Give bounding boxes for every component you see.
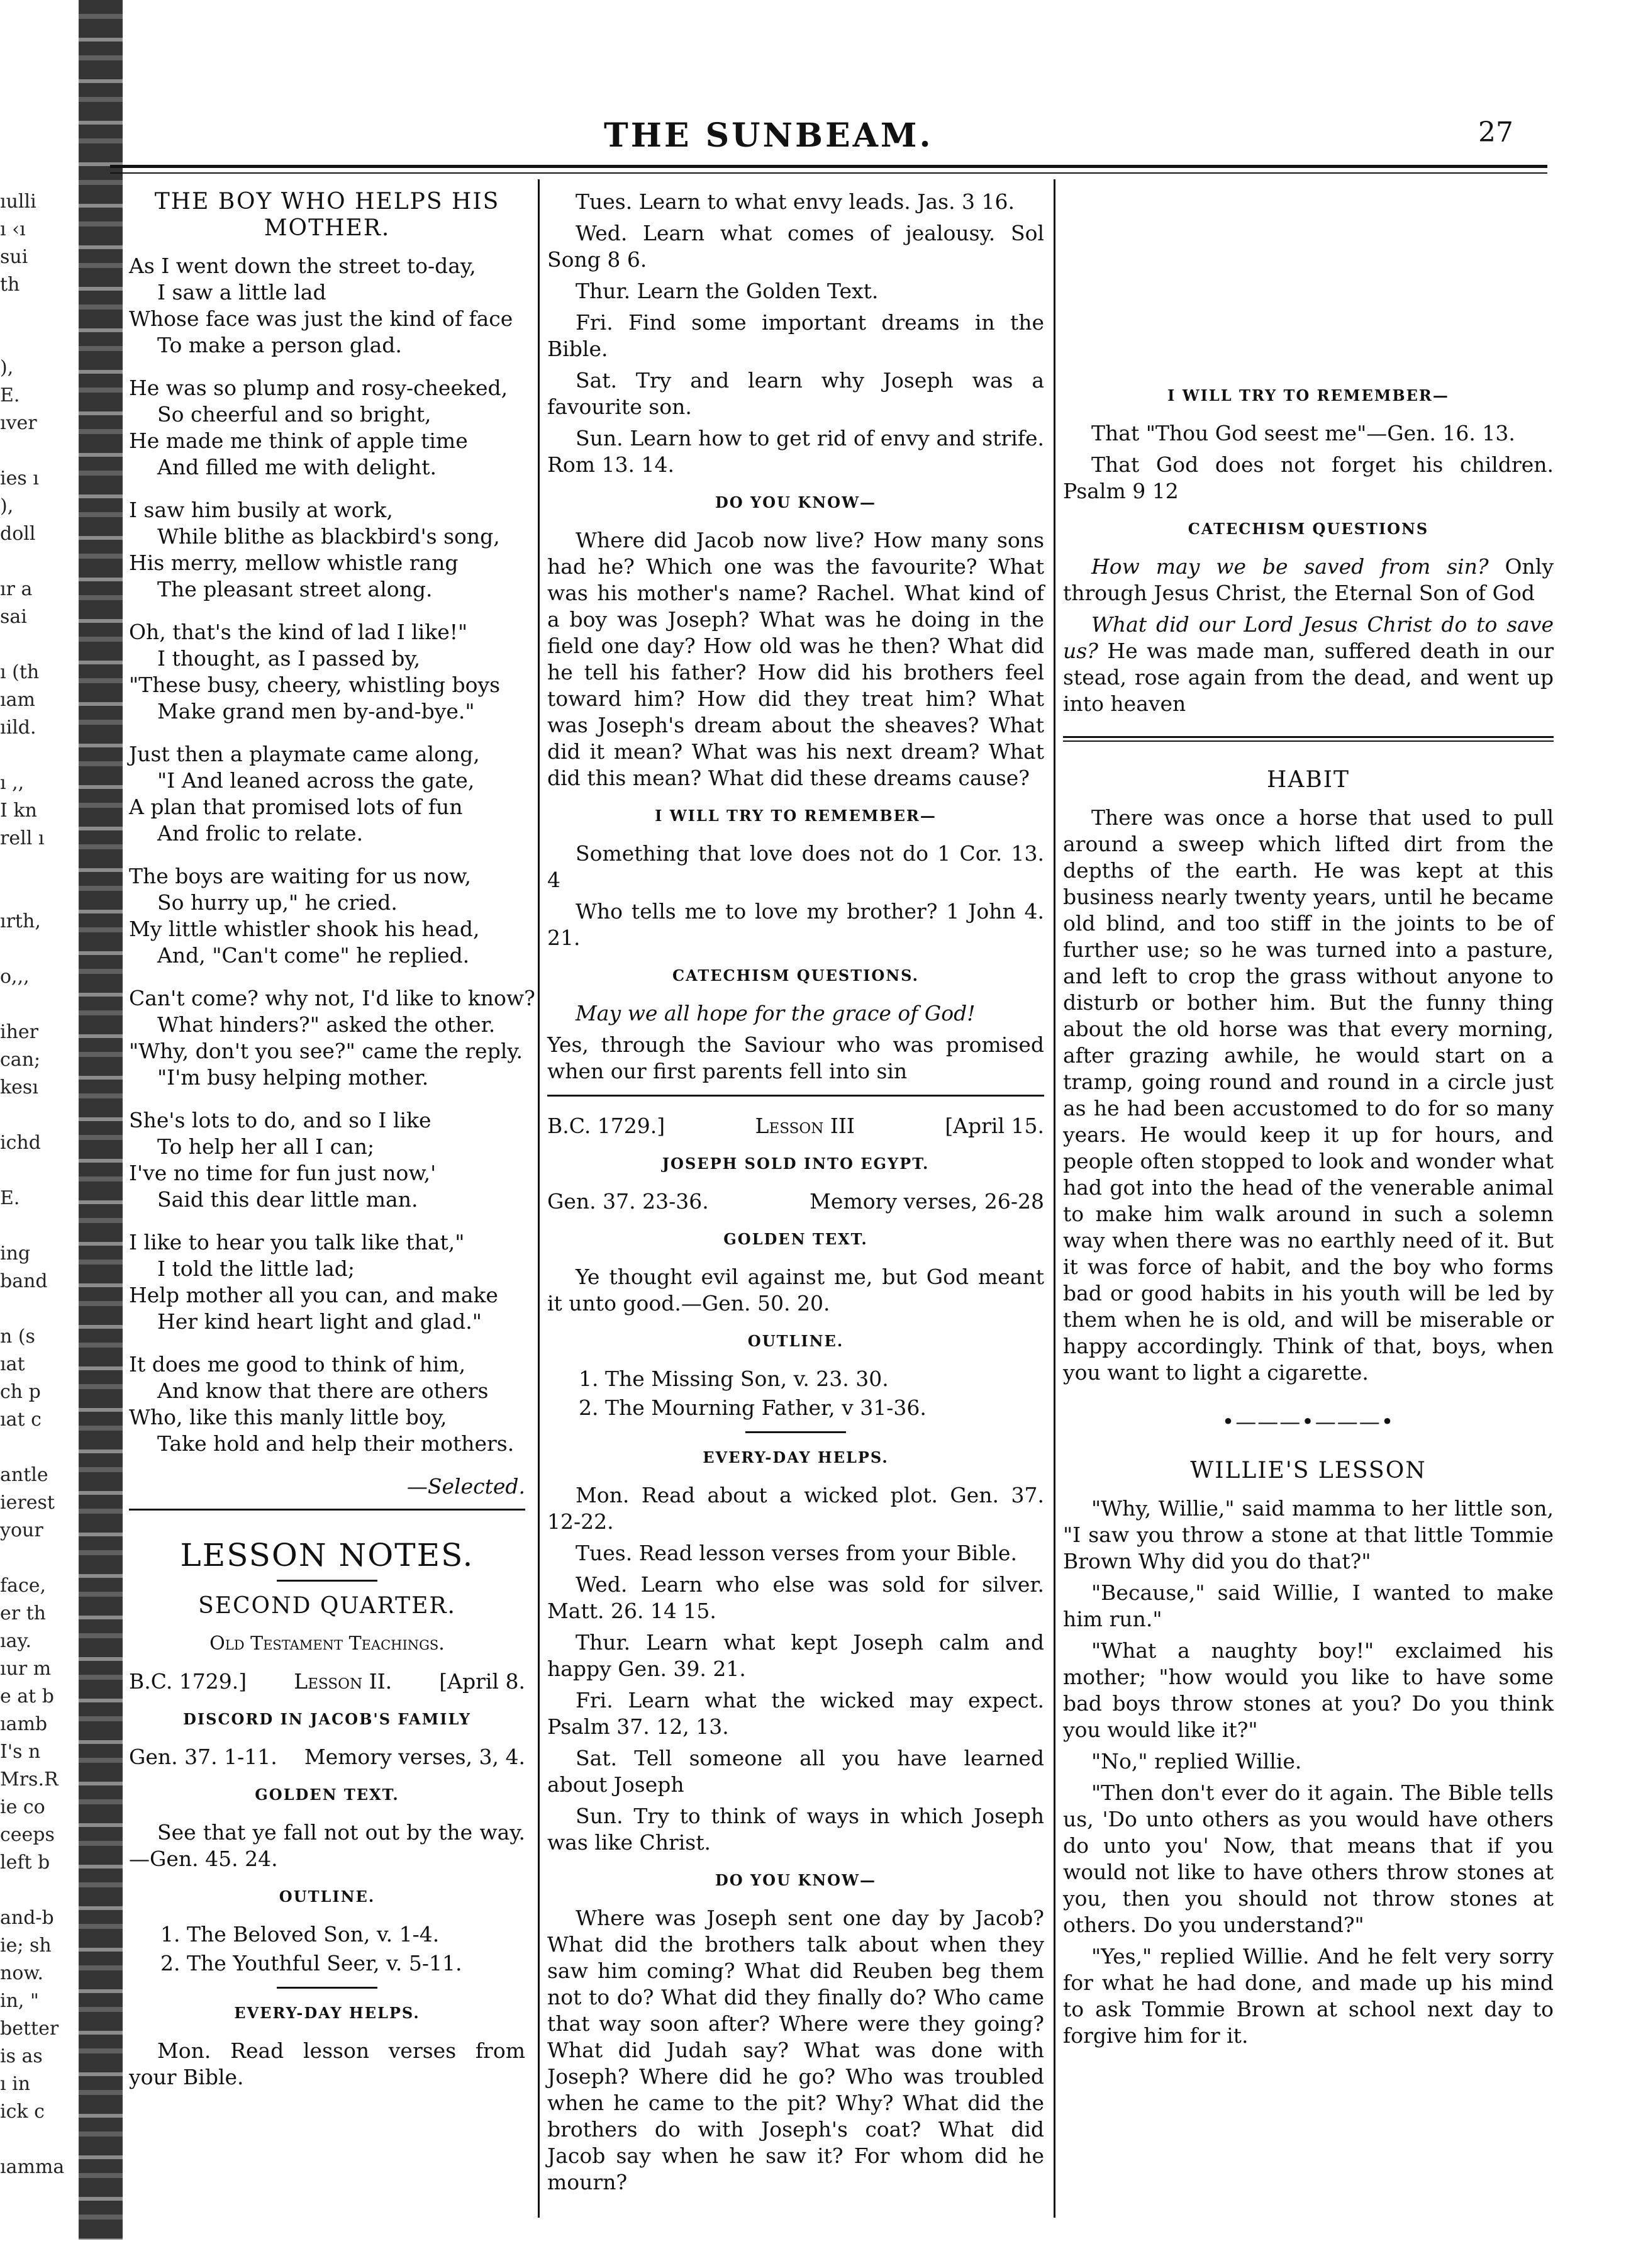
gutter-fragment: ie co [0, 1796, 45, 1818]
gutter-fragment: ceeps [0, 1824, 55, 1846]
poem-stanza [129, 375, 525, 481]
lesson2-outline-item: 1. The Beloved Son, v. 1-4. [160, 1922, 440, 1947]
binding-shadow [79, 0, 123, 2240]
lesson2-golden-text: See that ye fall not out by the way.—Gen. 45. 24. [129, 1820, 525, 1871]
lesson2-remember-label: I WILL TRY TO REMEMBER— [655, 807, 937, 825]
lesson2-know-text: Where did Jacob now live? How many sons had he? Which one was the favourite? What was his mother's name? Rachel. What kind of a boy was Joseph? What was he doing in the field one day? How old was he then? What did he tell his father? How did his brothers feel toward him? How did they treat him? What was Joseph's dream about the sheaves? What did it mean? What was his next dream? What did this mean? What did these dreams cause? [547, 528, 1044, 790]
lesson3-date-right: [April 15. [945, 1114, 1044, 1138]
lesson2-helps-item: Fri. Find some important dreams in the Bible. [547, 310, 1044, 361]
lesson3-helps-item: Tues. Read lesson verses from your Bible. [576, 1541, 1017, 1565]
gutter-fragment: E. [0, 1187, 20, 1209]
poem-line: To make a person glad. [157, 333, 402, 357]
lesson3-catechism-answer: He was made man, suffered death in our stead, rose again from the dead, and went up into heaven [1063, 639, 1554, 716]
gutter-fragment: ies ı [0, 467, 39, 489]
gutter-fragment: ıay. [0, 1630, 31, 1652]
lesson3-helps-label: EVERY-DAY HELPS. [703, 1448, 889, 1466]
gutter-fragment: n (s [0, 1326, 35, 1348]
lesson3-title: JOSEPH SOLD INTO EGYPT. [662, 1154, 930, 1173]
poem-stanza [129, 1107, 525, 1213]
gutter-fragment: ierest [0, 1492, 55, 1514]
lesson3-know-text: Where was Joseph sent one day by Jacob? What did the brothers talk about when they saw him coming? What did Reuben beg them not to do? What did they finally do? Who came that way soon after? Where were they going? What did Judah say? What was done with Joseph? Where did he go? Who was troubled when he came to the pit? Why? What did the brothers do with Joseph's coat? What did Jacob say when he saw it? For whom did he mourn? [547, 1906, 1044, 2194]
lesson3-header-row [547, 1113, 1044, 1139]
poem-line: Her kind heart light and glad." [157, 1309, 482, 1334]
lesson2-helps-continued [547, 189, 1044, 478]
section-rule-thin [1063, 740, 1554, 742]
poem-line: I saw him busily at work, [129, 498, 393, 522]
poem-line: Just then a playmate came along, [129, 742, 480, 766]
lesson2-ref-row [129, 1744, 525, 1770]
willie-paragraph: "Yes," replied Willie. And he felt very sorry for what he had done, and made up his mind to ask Tommie Brown at school next day to forgive him for it. [1063, 1944, 1554, 2048]
willie-paragraph: "Then don't ever do it again. The Bible tells us, 'Do unto others as you would have others do unto you' Now, that means that if you would not like to have others throw stones at you, then you should not throw stones at others. Do you understand?" [1063, 1780, 1554, 1937]
habit-text: There was once a horse that used to pull around a sweep which lifted dirt from the depths of the earth. He was kept at this business nearly twenty years, until he became old blind, and too stiff in the joints to be of further use; so he was turned into a pasture, and left to crop the grass without anyone to disturb or bother him. But the funny thing about the old horse was that every morning, after grazing awhile, he would start on a tramp, going round and round in a circle just as he had been accustomed to do for so many years. He would keep it up for hours, and people often stopped to look and wonder what had got into the head of the venerable animal to make him walk around in such a solemn way when there was no earthly need of it. But it was force of habit, and the boy who forms bad or good habits in his youth will be led by them when he is old, and will be miserable or happy accordingly. Think of that, boys, when you want to light a cigarette. [1063, 805, 1554, 1385]
lesson3-golden-text: Ye thought evil against me, but God meant it unto good.—Gen. 50. 20. [547, 1265, 1044, 1316]
poem-line: And, "Can't come" he replied. [157, 943, 470, 968]
lesson2-catechism-question: May we all hope for the grace of God! [576, 1001, 976, 1025]
short-rule [277, 1580, 377, 1582]
poem-title: THE BOY WHO HELPS HIS MOTHER. [154, 189, 500, 241]
lesson3-memory: Memory verses, 26-28 [810, 1189, 1044, 1214]
poem-line: As I went down the street to-day, [129, 254, 476, 278]
gutter-fragment: ıat [0, 1353, 25, 1375]
lesson2-helps-item: Tues. Learn to what envy leads. Jas. 3 16. [576, 189, 1015, 214]
column-divider-1 [538, 179, 540, 2218]
section-rule [1063, 736, 1554, 738]
short-rule [745, 1431, 846, 1433]
know-text-continuation-space [1063, 189, 1554, 371]
lesson3-catechism-item [1063, 554, 1554, 606]
lesson3-catechism-label: CATECHISM QUESTIONS [1188, 520, 1429, 538]
poem-stanza [129, 863, 525, 969]
poem-stanza [129, 1229, 525, 1335]
poem-line: Can't come? why not, I'd like to know? [129, 986, 535, 1010]
lesson2-memory: Memory verses, 3, 4. [304, 1745, 525, 1769]
gutter-fragment: ick c [0, 2101, 45, 2123]
poem-stanza [129, 985, 535, 1091]
gutter-fragment: ie; sh [0, 1935, 52, 1957]
gutter-fragment: ıur m [0, 1658, 52, 1680]
lesson3-helps-item: Wed. Learn who else was sold for silver. Matt. 26. 14 15. [547, 1572, 1044, 1623]
poem-line: I like to hear you talk like that," [129, 1230, 465, 1254]
gutter-fragment: ıam [0, 689, 35, 711]
lesson2-number: Lesson II. [294, 1669, 392, 1694]
lesson2-helps-first: Mon. Read lesson verses from your Bible. [129, 2038, 525, 2089]
lesson3-helps-item: Fri. Learn what the wicked may expect. Psalm 37. 12, 13. [547, 1688, 1044, 1739]
gutter-fragment: band [0, 1270, 48, 1292]
poem-line: I told the little lad; [157, 1256, 355, 1281]
gutter-fragment: ı ,, [0, 772, 25, 794]
willie-body [1063, 1495, 1554, 2049]
masthead-title: THE SUNBEAM. [604, 116, 933, 155]
gutter-fragment: ıulli [0, 191, 36, 213]
gutter-fragment: ı ‹ı [0, 218, 26, 240]
lesson3-catechism-answer: Only through Jesus Christ, the Eternal Son of God [1063, 554, 1554, 605]
gutter-fragment: ırth, [0, 910, 41, 932]
lesson3-outline-item: 2. The Mourning Father, v 31-36. [579, 1395, 927, 1420]
gutter-fragment: ), [0, 495, 14, 517]
gutter-fragment: sai [0, 606, 27, 628]
willie-title: WILLIE'S LESSON [1190, 1458, 1427, 1483]
gutter-fragment: I kn [0, 800, 37, 822]
gutter-fragment: e at b [0, 1685, 54, 1707]
gutter-fragment: ), [0, 357, 14, 379]
poem-body [129, 253, 535, 1457]
lesson3-helps-item: Mon. Read about a wicked plot. Gen. 37. 12-22. [547, 1483, 1044, 1534]
willie-paragraph: "Because," said Willie, I wanted to make him run." [1063, 1580, 1554, 1631]
poem-line: His merry, mellow whistle rang [129, 550, 459, 575]
gutter-fragment: doll [0, 523, 36, 545]
gutter-fragment: ı in [0, 2073, 31, 2095]
section-rule [547, 1095, 1044, 1097]
willie-paragraph: "No," replied Willie. [1091, 1749, 1302, 1774]
poem-line: "Why, don't you see?" came the reply. [129, 1039, 523, 1063]
gutter-fragment: ır a [0, 578, 33, 600]
poem-line: Who, like this manly little boy, [129, 1405, 447, 1429]
poem-line: So cheerful and so bright, [157, 402, 431, 427]
gutter-fragment: your [0, 1519, 43, 1541]
lesson3-catechism-question: How may we be saved from sin? [1091, 554, 1489, 579]
page-number: 27 [1478, 116, 1513, 148]
poem-line: Oh, that's the kind of lad I like!" [129, 620, 468, 644]
poem-line: And filled me with delight. [157, 455, 437, 479]
poem-line: "These busy, cheery, whistling boys [129, 673, 501, 697]
poem-line: And know that there are others [157, 1378, 489, 1403]
lesson3-ref-row [547, 1188, 1044, 1215]
lesson2-header-row [129, 1668, 525, 1695]
poem-stanza [129, 497, 525, 603]
lesson2-helps-label: EVERY-DAY HELPS. [234, 2004, 420, 2022]
gutter-fragment: kesı [0, 1076, 38, 1098]
gutter-fragment: ıat c [0, 1409, 42, 1431]
gutter-fragment: now. [0, 1962, 44, 1984]
poem-line: And frolic to relate. [157, 821, 364, 846]
column-divider-2 [1054, 179, 1055, 2218]
gutter-fragment: E. [0, 384, 20, 406]
gutter-fragment: o,,, [0, 966, 30, 988]
poem-line: He was so plump and rosy-cheeked, [129, 376, 508, 400]
column-1 [129, 189, 535, 2096]
poem-line: I thought, as I passed by, [157, 646, 421, 671]
ornament-rule: •———•———• [1222, 1409, 1395, 1434]
poem-line: While blithe as blackbird's song, [157, 524, 500, 549]
series-heading: Old Testament Teachings. [209, 1633, 445, 1655]
lesson3-know-label: DO YOU KNOW— [715, 1871, 877, 1889]
poem-line: I've no time for fun just now,' [129, 1161, 437, 1185]
lesson3-remember-item: That God does not forget his children. Psalm 9 12 [1063, 452, 1554, 503]
lesson2-outline-label: OUTLINE. [279, 1887, 376, 1906]
gutter-fragment: ıild. [0, 717, 36, 739]
poem-line: A plan that promised lots of fun [129, 795, 463, 819]
lesson3-helps-item: Thur. Learn what kept Joseph calm and happy Gen. 39. 21. [547, 1630, 1044, 1681]
lesson2-remember-item: Something that love does not do 1 Cor. 13. 4 [547, 841, 1044, 892]
short-rule [277, 1987, 377, 1989]
lesson2-helps-item: Sun. Learn how to get rid of envy and strife. Rom 13. 14. [547, 426, 1044, 477]
poem-stanza [129, 1351, 525, 1457]
lesson3-helps-item: Sat. Tell someone all you have learned about Joseph [547, 1746, 1044, 1797]
gutter-fragment: iher [0, 1021, 39, 1043]
poem-line: Said this dear little man. [157, 1187, 418, 1212]
lesson3-helps-list [547, 1482, 1044, 1856]
willie-paragraph: "Why, Willie," said mamma to her little son, "I saw you throw a stone at that little Tommie Brown Why did you do that?" [1063, 1496, 1554, 1573]
lesson2-date-right: [April 8. [439, 1669, 525, 1694]
poem-line: "I'm busy helping mother. [157, 1065, 429, 1090]
habit-title: HABIT [1266, 767, 1350, 793]
lesson2-ref: Gen. 37. 1-11. [129, 1745, 277, 1769]
poem-line: Make grand men by-and-bye." [157, 699, 475, 723]
lesson2-know-label: DO YOU KNOW— [715, 493, 877, 511]
poem-line: "I And leaned across the gate, [157, 768, 475, 793]
gutter-fragment: in, " [0, 1990, 39, 2012]
lesson2-remember-item: Who tells me to love my brother? 1 John 4. 21. [547, 899, 1044, 950]
poem-line: The boys are waiting for us now, [129, 864, 471, 888]
gutter-fragment: th [0, 274, 20, 296]
gutter-fragment: left b [0, 1852, 50, 1874]
willie-paragraph: "What a naughty boy!" exclaimed his mother; "how would you like to have some bad boys throw stones at you? Do you think you would like it?" [1063, 1638, 1554, 1742]
poem-line: So hurry up," he cried. [157, 890, 398, 915]
gutter-fragment: ıver [0, 412, 37, 434]
gutter-fragment: can; [0, 1049, 41, 1071]
gutter-fragment: ı (th [0, 661, 40, 683]
section-rule [129, 1509, 525, 1511]
gutter-fragment: er th [0, 1602, 47, 1624]
gutter-fragment: and-b [0, 1907, 54, 1929]
lesson3-catechism-item [1063, 612, 1554, 717]
lesson2-catechism-label: CATECHISM QUESTIONS. [672, 966, 920, 985]
gutter-fragment: ichd [0, 1132, 41, 1154]
lesson2-catechism-answer: Yes, through the Saviour who was promised when our first parents fell into sin [547, 1032, 1044, 1083]
lesson2-helps-item: Sat. Try and learn why Joseph was a favourite son. [547, 368, 1044, 419]
lesson2-date-left: B.C. 1729.] [129, 1669, 247, 1694]
poem-line: Take hold and help their mothers. [157, 1431, 515, 1456]
poem-line: Whose face was just the kind of face [129, 306, 513, 331]
poem-line: He made me think of apple time [129, 428, 468, 453]
gutter-fragment: is as [0, 2045, 43, 2067]
poem-line: The pleasant street along. [157, 577, 433, 601]
poem-line: It does me good to think of him, [129, 1352, 466, 1377]
lesson3-date-left: B.C. 1729.] [547, 1114, 665, 1138]
masthead-rule-thin [110, 172, 1547, 174]
gutter-fragment: sui [0, 246, 28, 268]
lesson2-golden-label: GOLDEN TEXT. [255, 1785, 399, 1804]
poem-line: I saw a little lad [157, 280, 326, 304]
poem-credit: —Selected. [406, 1474, 525, 1499]
gutter-fragment: Mrs.R [0, 1768, 58, 1790]
gutter-fragment: ing [0, 1243, 31, 1265]
poem-line: She's lots to do, and so I like [129, 1108, 431, 1132]
lesson3-remember-item: That "Thou God seest me"—Gen. 16. 13. [1091, 421, 1515, 445]
column-2 [547, 189, 1044, 2201]
lesson2-outline-item: 2. The Youthful Seer, v. 5-11. [160, 1951, 462, 1975]
poem-line: To help her all I can; [157, 1134, 375, 1159]
masthead-rule [110, 165, 1547, 168]
poem-stanza [129, 619, 525, 725]
column-3 [1063, 189, 1554, 2054]
gutter-fragment: face, [0, 1575, 47, 1597]
poem-line: Help mother all you can, and make [129, 1283, 498, 1307]
gutter-fragment: ch p [0, 1381, 41, 1403]
gutter-fragment: better [0, 2018, 59, 2040]
poem-stanza [129, 253, 525, 359]
lesson3-catechism-question: What did our Lord Jesus Christ do to save us? [1063, 612, 1554, 663]
lesson3-remember-label: I WILL TRY TO REMEMBER— [1167, 386, 1449, 405]
lesson3-golden-label: GOLDEN TEXT. [723, 1230, 868, 1248]
gutter-fragment: I's n [0, 1741, 41, 1763]
quarter-heading: SECOND QUARTER. [198, 1593, 456, 1619]
gutter-fragment: rell ı [0, 827, 45, 849]
lesson-notes-title: LESSON NOTES. [180, 1537, 474, 1573]
poem-line: What hinders?" asked the other. [157, 1012, 496, 1037]
lesson3-outline-item: 1. The Missing Son, v. 23. 30. [579, 1366, 889, 1391]
lesson3-number: Lesson III [755, 1114, 855, 1138]
lesson2-helps-item: Wed. Learn what comes of jealousy. Sol Song 8 6. [547, 221, 1044, 272]
lesson3-ref: Gen. 37. 23-36. [547, 1189, 709, 1214]
poem-line: My little whistler shook his head, [129, 917, 480, 941]
gutter-fragment: ıamb [0, 1713, 48, 1735]
gutter-fragment: antle [0, 1464, 48, 1486]
lesson2-helps-item: Thur. Learn the Golden Text. [576, 279, 879, 303]
lesson3-helps-item: Sun. Try to think of ways in which Joseph was like Christ. [547, 1804, 1044, 1855]
lesson2-title: DISCORD IN JACOB'S FAMILY [183, 1710, 471, 1728]
gutter-fragment: ıamma [0, 2156, 65, 2178]
lesson3-outline-label: OUTLINE. [747, 1332, 844, 1350]
poem-stanza [129, 741, 525, 847]
